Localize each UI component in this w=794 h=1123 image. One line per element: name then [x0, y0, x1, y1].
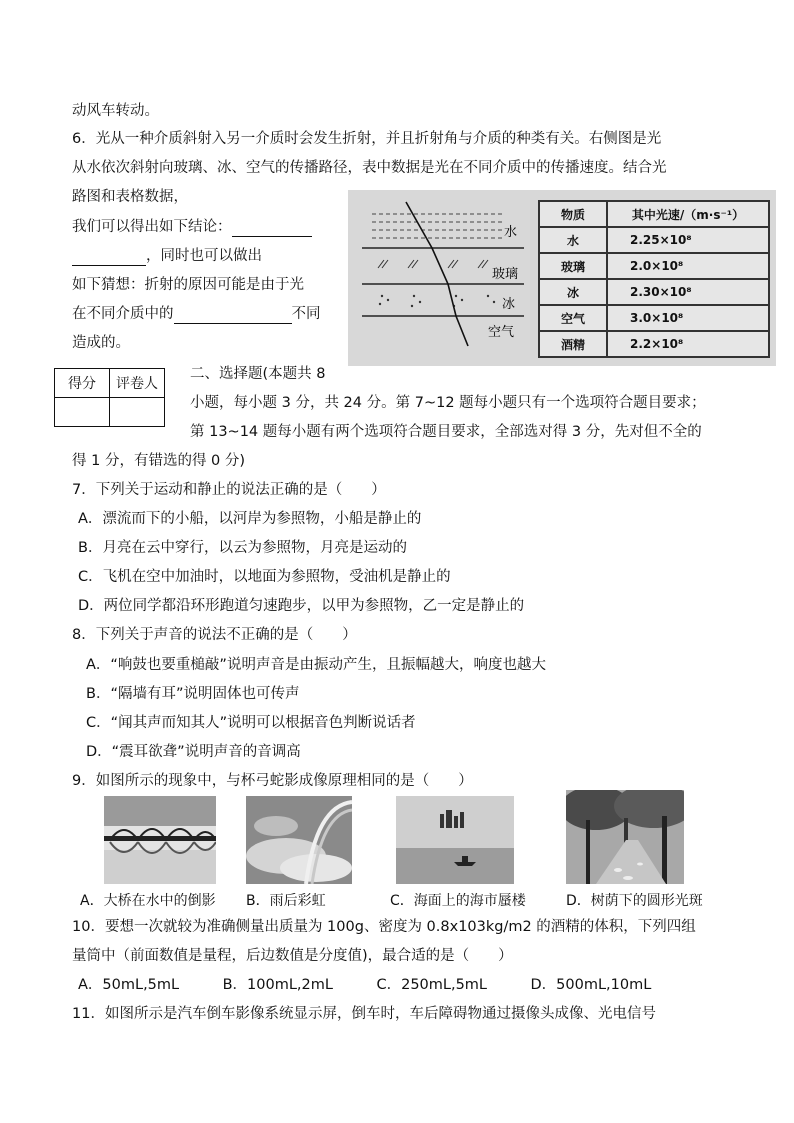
question-6-text	[72, 246, 262, 266]
table-cell: 水	[539, 227, 607, 253]
score-field[interactable]	[55, 398, 110, 427]
question-10-options[interactable]: A．50mL,5mL B．100mL,2mL C．250mL,5mL D．500mL,10mL	[78, 977, 652, 993]
question-6-text: 路图和表格数据，	[72, 189, 188, 205]
text-line: 动风车转动。	[72, 103, 159, 119]
tree-shade-light-spots-image[interactable]	[566, 790, 684, 884]
answer-blank[interactable]	[72, 249, 146, 266]
table-cell: 酒精	[539, 331, 607, 357]
option-c[interactable]: C．“闻其声而知其人”说明可以根据音色判断说话者	[86, 715, 416, 731]
table-cell: 2.25×10⁸	[607, 227, 769, 253]
option-d[interactable]: D．两位同学都沿环形跑道匀速跑步，以甲为参照物，乙一定是静止的	[78, 598, 525, 614]
table-cell: 空气	[539, 305, 607, 331]
question-6-text: 从水依次斜射向玻璃、冰、空气的传播路径，表中数据是光在不同介质中的传播速度。结合光	[72, 160, 667, 176]
grader-label: 评卷人	[110, 369, 165, 398]
question-6-text: 在不同介质中的	[72, 306, 174, 322]
mirage-image[interactable]	[396, 796, 514, 884]
option-a[interactable]: A．漂流而下的小船，以河岸为参照物，小船是静止的	[78, 511, 422, 527]
question-7: 7．下列关于运动和静止的说法正确的是（ ）	[72, 482, 386, 498]
score-box	[54, 368, 165, 427]
table-cell: 2.0×10⁸	[607, 253, 769, 279]
table-row	[539, 305, 769, 331]
section-instructions: 第 13~14 题每小题有两个选项符合题目要求，全部选对得 3 分，先对但不全的	[190, 424, 702, 440]
light-speed-table	[538, 200, 770, 358]
light-refraction-figure	[348, 190, 776, 366]
option-d[interactable]: D．“震耳欲聋”说明声音的音调高	[86, 744, 301, 760]
label-air: 空气	[488, 325, 515, 340]
option-c[interactable]: C．飞机在空中加油时，以地面为参照物，受油机是静止的	[78, 569, 451, 585]
table-cell: 冰	[539, 279, 607, 305]
question-6-text: ，同时也可以做出	[146, 248, 262, 264]
option-b-caption[interactable]: B．雨后彩虹	[246, 893, 326, 909]
grader-field[interactable]	[110, 398, 165, 427]
table-header-material: 物质	[539, 201, 607, 227]
label-water: 水	[504, 225, 518, 240]
question-9: 9．如图所示的现象中，与杯弓蛇影成像原理相同的是（ ）	[72, 773, 473, 789]
section-instructions: 小题，每小题 3 分，共 24 分。第 7~12 题每小题只有一个选项符合题目要求；	[190, 395, 706, 411]
question-10: 10．要想一次就较为准确侧量出质量为 100g、密度为 0.8x103kg/m2 的酒精的体积，下列四组	[72, 919, 696, 935]
option-a[interactable]: A．“响鼓也要重槌敲”说明声音是由振动产生，且振幅越大，响度也越大	[86, 657, 546, 673]
score-label: 得分	[55, 369, 110, 398]
bridge-reflection-image[interactable]	[104, 796, 216, 884]
table-row	[539, 279, 769, 305]
table-row	[539, 331, 769, 357]
table-row	[539, 227, 769, 253]
rainbow-image[interactable]	[246, 796, 352, 884]
label-glass: 玻璃	[492, 267, 519, 282]
question-6-text: 6．光从一种介质斜射入另一介质时会发生折射，并且折射角与介质的种类有关。右侧图是光	[72, 131, 662, 147]
table-cell: 玻璃	[539, 253, 607, 279]
option-a-caption[interactable]: A．大桥在水中的倒影	[80, 893, 216, 909]
option-b[interactable]: B．“隔墙有耳”说明固体也可传声	[86, 686, 300, 702]
question-6-text	[72, 217, 312, 237]
question-11: 11．如图所示是汽车倒车影像系统显示屏，倒车时，车后障碍物通过摄像头成像、光电信号	[72, 1006, 656, 1022]
question-6-text	[72, 304, 321, 324]
question-6-text: 造成的。	[72, 335, 130, 351]
option-d-caption[interactable]: D．树荫下的圆形光斑	[566, 893, 703, 909]
section-heading: 二、选择题(本题共 8	[190, 366, 326, 382]
option-c-caption[interactable]: C．海面上的海市蜃楼	[390, 893, 526, 909]
refraction-diagram	[352, 196, 530, 360]
table-cell: 2.30×10⁸	[607, 279, 769, 305]
question-6-text: 如下猜想：折射的原因可能是由于光	[72, 277, 304, 293]
section-instructions: 得 1 分，有错选的得 0 分)	[72, 453, 246, 469]
table-row	[539, 253, 769, 279]
answer-blank[interactable]	[232, 220, 312, 237]
question-8: 8．下列关于声音的说法不正确的是（ ）	[72, 627, 357, 643]
question-10: 量筒中（前面数值是量程，后边数值是分度值)，最合适的是（ ）	[72, 948, 513, 964]
question-6-text: 我们可以得出如下结论：	[72, 219, 232, 235]
answer-blank[interactable]	[174, 307, 292, 324]
table-header-speed: 其中光速/（m·s⁻¹）	[607, 201, 769, 227]
table-cell: 3.0×10⁸	[607, 305, 769, 331]
option-b[interactable]: B．月亮在云中穿行，以云为参照物，月亮是运动的	[78, 540, 407, 556]
table-cell: 2.2×10⁸	[607, 331, 769, 357]
question-6-text: 不同	[291, 306, 321, 322]
label-ice: 冰	[502, 297, 516, 312]
